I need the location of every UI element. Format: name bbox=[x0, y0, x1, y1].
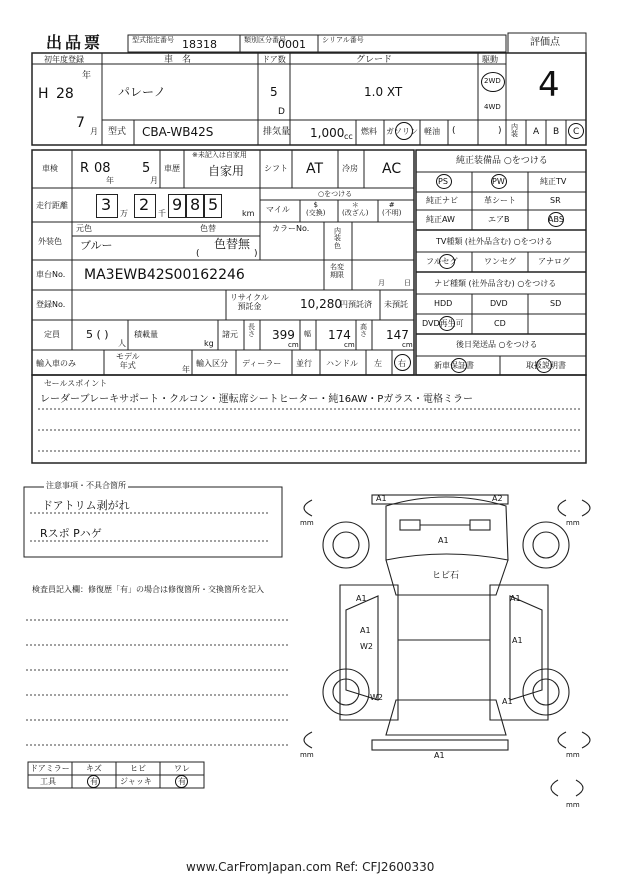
height-label: 高さ bbox=[360, 323, 367, 338]
capacity-value: 5 ( ) bbox=[86, 328, 109, 341]
fuel-label: 燃料 bbox=[361, 127, 377, 136]
equip-ps: PS bbox=[438, 177, 448, 186]
length-label: 長さ bbox=[248, 323, 255, 338]
nav-sd: SD bbox=[550, 299, 562, 308]
inspector-label: 検査員記入欄：修復歴「有」の場合は修復箇所・交換箇所を記入 bbox=[32, 585, 264, 594]
inspection-label: 車検 bbox=[42, 164, 58, 173]
equip-pw: PW bbox=[492, 177, 505, 186]
light-oil-label: 軽油 bbox=[424, 127, 440, 136]
import-parallel: 並行 bbox=[296, 359, 312, 368]
category-no-label: 類別区分番号 bbox=[244, 36, 286, 44]
color-orig: ブルー bbox=[80, 239, 113, 252]
mark-left-fender: A1 bbox=[356, 594, 367, 603]
mm-rl: mm bbox=[300, 751, 314, 759]
first-reg-month: 7 bbox=[76, 115, 85, 131]
category-no: 0001 bbox=[278, 38, 306, 51]
handle-left: 左 bbox=[374, 359, 382, 368]
shift-value: AT bbox=[306, 161, 324, 177]
first-reg-era: H bbox=[38, 86, 49, 102]
car-name-label: 車 名 bbox=[164, 55, 192, 65]
handle-label: ハンドル bbox=[326, 359, 358, 368]
exterior-color-label: 外装色 bbox=[38, 237, 62, 246]
first-reg-label: 初年度登録 bbox=[44, 55, 84, 64]
load-unit: kg bbox=[204, 339, 214, 348]
mileage-label: 走行距離 bbox=[36, 201, 68, 210]
load-label: 積載量 bbox=[134, 330, 158, 339]
import-dealer: ディーラー bbox=[242, 359, 282, 368]
chassis-label: 車台No. bbox=[36, 270, 66, 279]
doors-value: 5 bbox=[270, 85, 278, 99]
mm-spare: mm bbox=[566, 801, 580, 809]
type-value: CBA-WB42S bbox=[142, 125, 214, 139]
handle-right: 右 bbox=[398, 359, 406, 368]
first-reg-year-unit: 年 bbox=[82, 71, 92, 81]
color-orig-label: 元色 bbox=[76, 224, 92, 233]
capacity-unit: 人 bbox=[118, 339, 126, 348]
equip-airbag: エアB bbox=[488, 215, 510, 224]
nav-dvd: DVD bbox=[490, 299, 508, 308]
legend-crack: ヒビ bbox=[130, 764, 146, 773]
import-type-label: 輸入区分 bbox=[196, 359, 228, 368]
name-change-label: 名変 期限 bbox=[330, 263, 344, 279]
shift-label: シフト bbox=[264, 164, 288, 173]
fuel-gasoline-circle bbox=[395, 122, 413, 140]
color-change-label: 色替 bbox=[200, 224, 216, 233]
displacement-label: 排気量 bbox=[263, 127, 291, 137]
color-paren-open: ( bbox=[196, 249, 200, 259]
drive-4wd: 4WD bbox=[484, 103, 501, 111]
notes-line-1: ドアトリム剥がれ bbox=[42, 499, 130, 512]
tv-oneseg: ワンセグ bbox=[484, 257, 516, 266]
footer-watermark: www.CarFromJapan.com Ref: CFJ2600330 bbox=[186, 860, 435, 874]
mm-fl: mm bbox=[300, 519, 314, 527]
history-value: 自家用 bbox=[208, 164, 245, 178]
capacity-label: 定員 bbox=[44, 330, 60, 339]
sales-label: セールスポイント bbox=[44, 379, 108, 388]
drive-label: 駆動 bbox=[482, 55, 498, 64]
interior-c-circle bbox=[568, 123, 584, 139]
legend-scratch: キズ bbox=[86, 764, 102, 773]
import-label: 輸入車のみ bbox=[36, 359, 76, 368]
length-unit: cm bbox=[288, 341, 299, 349]
width-label: 幅 bbox=[304, 330, 311, 338]
legend-break: ワレ bbox=[174, 764, 190, 773]
color-paren-close: ) bbox=[254, 249, 258, 259]
mileage-digit-1: 3 bbox=[101, 195, 112, 214]
equip-aw: 純正AW bbox=[426, 215, 455, 224]
inspection-month-unit: 月 bbox=[150, 176, 158, 185]
recycle-status: 円預託済 bbox=[340, 300, 372, 309]
equip-ps-circle bbox=[436, 174, 452, 189]
mark-rear-bumper: A1 bbox=[434, 751, 445, 760]
mark-front-right: A2 bbox=[492, 494, 503, 503]
nav-cd: CD bbox=[494, 319, 506, 328]
unknown-label: # (不明) bbox=[382, 201, 402, 217]
legend-jack-value: 有 bbox=[178, 777, 186, 786]
notes-label: 注意事項・不具合箇所 bbox=[46, 481, 126, 490]
width-value: 174 bbox=[328, 328, 351, 342]
score-value: 4 bbox=[538, 65, 560, 105]
car-name: パレーノ bbox=[118, 85, 166, 99]
legend-jack-label: ジャッキ bbox=[120, 777, 152, 786]
equip-tv: 純正TV bbox=[540, 177, 567, 186]
interior-option-b: B bbox=[553, 127, 560, 137]
length-value: 399 bbox=[272, 328, 295, 342]
model-year-label: モデル 年式 bbox=[116, 352, 140, 370]
docs-manual: 取扱説明書 bbox=[526, 361, 566, 370]
width-unit: cm bbox=[344, 341, 355, 349]
mark-left-door-w: W2 bbox=[360, 642, 373, 651]
interior-option-a: A bbox=[533, 127, 540, 137]
mileage-digit-5: 5 bbox=[208, 195, 219, 214]
type-label: 型式 bbox=[108, 127, 127, 137]
fuel-other-open: ( bbox=[452, 126, 456, 136]
docs-header: 後日発送品 ○をつける bbox=[456, 340, 538, 349]
fuel-value: ガソリン bbox=[386, 127, 418, 136]
nav-dvd-play-circle bbox=[439, 316, 455, 331]
equip-abs: ABS bbox=[548, 215, 564, 224]
inspection-year-unit: 年 bbox=[106, 176, 114, 185]
tv-fullseg-circle bbox=[439, 254, 455, 269]
mark-front-left: A1 bbox=[376, 494, 387, 503]
mileage-man-unit: 万 bbox=[120, 209, 128, 218]
dims-label: 諸元 bbox=[222, 330, 238, 339]
mileage-sen-unit: 千 bbox=[158, 209, 166, 218]
mark-hood: A1 bbox=[438, 536, 449, 545]
equipment-header: 純正装備品 ○をつける bbox=[456, 156, 548, 166]
mile-label: マイル bbox=[266, 205, 290, 214]
first-reg-year: 28 bbox=[56, 86, 74, 102]
mileage-digit-2: 2 bbox=[139, 195, 150, 214]
legend-mirror: ドアミラー bbox=[30, 764, 70, 773]
mileage-digit-4: 8 bbox=[190, 195, 201, 214]
drive-2wd-circle bbox=[481, 72, 505, 92]
grade-label: グレード bbox=[356, 55, 393, 65]
model-designation-no: 18318 bbox=[182, 38, 217, 51]
tampered-label: ＊ (改ざん) bbox=[342, 201, 369, 217]
mark-windshield: ヒビ石 bbox=[432, 571, 460, 581]
height-value: 147 bbox=[386, 328, 409, 342]
docs-manual-circle bbox=[536, 358, 552, 373]
history-note: ※未記入は自家用 bbox=[192, 151, 247, 159]
legend-tools-label: 工具 bbox=[40, 777, 56, 786]
equip-leather: 革シート bbox=[484, 196, 516, 205]
serial-no-label: シリアル番号 bbox=[322, 36, 364, 44]
mark-right-fender: A1 bbox=[510, 594, 521, 603]
inspection-month: 5 bbox=[142, 161, 151, 176]
mark-left-rear: W2 bbox=[370, 693, 383, 702]
mark-right-rear: A1 bbox=[502, 697, 513, 706]
equip-abs-circle bbox=[548, 212, 564, 227]
interior-label: 内装 bbox=[511, 123, 518, 138]
model-designation-label: 型式指定番号 bbox=[132, 36, 174, 44]
legend-tools-value: 有 bbox=[90, 777, 98, 786]
grade-value: 1.0 XT bbox=[364, 85, 403, 99]
model-year-unit: 年 bbox=[182, 365, 190, 374]
inspection-year: 08 bbox=[94, 161, 111, 176]
interior-option-c: C bbox=[573, 127, 580, 137]
doors-type: D bbox=[278, 107, 285, 117]
sales-text: レーダーブレーキサポート・クルコン・運転席シートヒーター・純16AW・Pガラス・電格ミラー bbox=[40, 394, 474, 405]
interior-color-label: 内 装 色 bbox=[334, 227, 341, 250]
nav-hdd: HDD bbox=[434, 299, 453, 308]
drive-2wd: 2WD bbox=[484, 77, 501, 85]
replaced-label: $ (交換) bbox=[306, 201, 326, 217]
form-title: 出品票 bbox=[46, 33, 104, 52]
tv-fullseg: フルセグ bbox=[426, 257, 458, 266]
mm-rr: mm bbox=[566, 751, 580, 759]
first-reg-month-unit: 月 bbox=[90, 127, 98, 136]
legend-jack-circle bbox=[175, 775, 188, 788]
inspection-era: R bbox=[80, 161, 90, 176]
mileage-km-unit: km bbox=[242, 209, 255, 218]
equip-pw-circle bbox=[491, 174, 507, 189]
displacement-unit: cc bbox=[344, 132, 353, 141]
nav-dvd-play: DVD再生可 bbox=[422, 319, 464, 328]
displacement-value: 1,000 bbox=[310, 126, 345, 140]
reg-no-label: 登録No. bbox=[36, 300, 66, 309]
equip-sr: SR bbox=[550, 196, 561, 205]
handle-right-circle bbox=[394, 354, 411, 371]
score-label: 評価点 bbox=[530, 37, 560, 48]
docs-warranty-circle bbox=[451, 358, 467, 373]
color-no-label: カラーNo. bbox=[272, 224, 310, 233]
equip-nav: 純正ナビ bbox=[426, 196, 458, 205]
color-change: 色替無 bbox=[214, 237, 251, 251]
chassis-no: MA3EWB42S00162246 bbox=[84, 267, 245, 283]
notes-line-2: Rスポ Pハゲ bbox=[40, 527, 102, 540]
mark-right-door: A1 bbox=[512, 636, 523, 645]
mm-fr: mm bbox=[566, 519, 580, 527]
fuel-other-close: ) bbox=[498, 126, 502, 136]
mileage-digit-3: 9 bbox=[172, 195, 183, 214]
tv-analog: アナログ bbox=[538, 257, 570, 266]
history-label: 車歴 bbox=[164, 164, 180, 173]
name-change-day: 日 bbox=[404, 279, 411, 287]
height-unit: cm bbox=[402, 341, 413, 349]
ac-value: AC bbox=[382, 161, 402, 177]
recycle-status-unpaid: 未預託 bbox=[384, 300, 408, 309]
mark-left-door: A1 bbox=[360, 626, 371, 635]
doors-label: ドア数 bbox=[262, 55, 286, 64]
mileage-circle-note: ○をつける bbox=[318, 190, 353, 198]
tv-header: TV種類 (社外品含む) ○をつける bbox=[436, 237, 553, 246]
recycle-value: 10,280 bbox=[300, 297, 342, 311]
docs-warranty: 新車保証書 bbox=[434, 361, 474, 370]
nav-header: ナビ種類 (社外品含む) ○をつける bbox=[434, 279, 557, 288]
ac-label: 冷房 bbox=[342, 164, 358, 173]
name-change-month: 月 bbox=[378, 279, 385, 287]
legend-tools-circle bbox=[87, 775, 100, 788]
recycle-label: リサイクル 預託金 bbox=[230, 293, 269, 311]
